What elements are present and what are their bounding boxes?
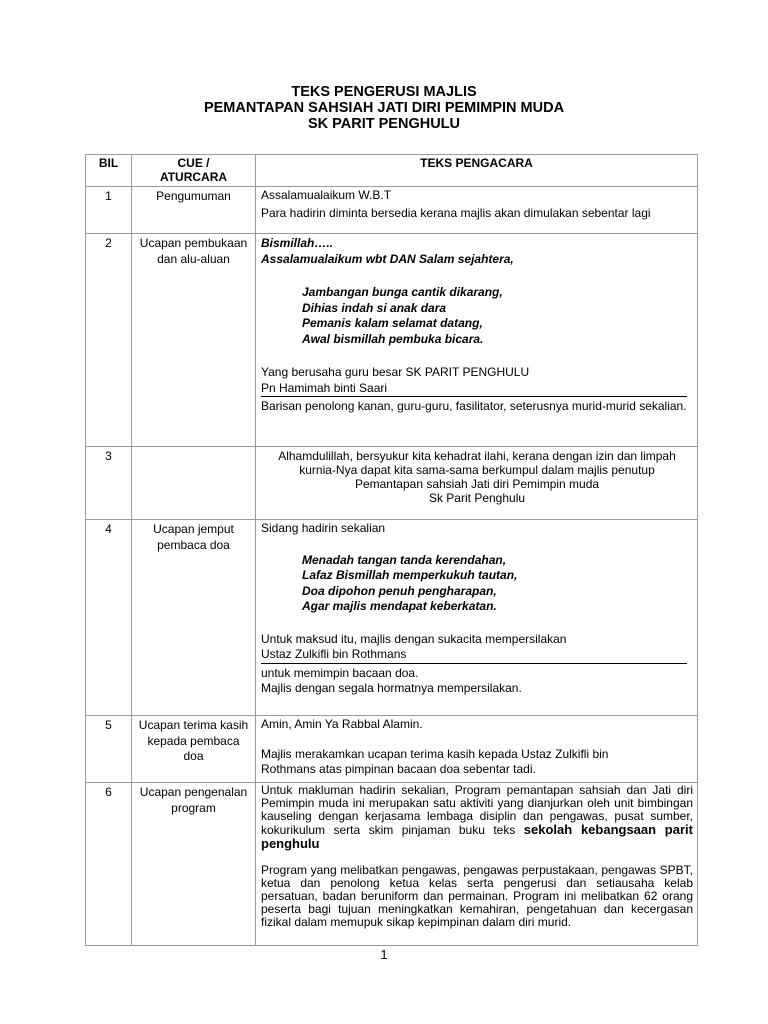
greeting-line: Assalamualaikum wbt DAN Salam sejahtera, [261, 251, 514, 266]
pantun-line: Menadah tangan tanda kerendahan, [302, 552, 507, 567]
program-participants-paragraph: Program yang melibatkan pengawas, pengawas perpustakaan, pengawas SPBT, ketua dan penolong ketua kelas serta pengerusi dan setiausaha kelab persatuan, badan beruniform dan permainan. Program ini melibatkan 62 orang peserta bagi tujuan meningkatkan kemahiran, pengetahuan dan kecergasan fizikal dalam memupuk sikap kepimpinan dalam diri murid. [261, 863, 693, 929]
school-name-bold: sekolah kebangsaan parit penghulu [261, 822, 693, 851]
pantun-line: Doa dipohon penuh pengharapan, [302, 583, 497, 598]
table-row [86, 234, 698, 447]
teks-line: Assalamualaikum W.B.T [261, 188, 392, 202]
teks-line: Untuk maksud itu, majlis dengan sukacita mempersilakan [261, 631, 567, 646]
pantun-line: Lafaz Bismillah memperkukuh tautan, [302, 568, 518, 582]
program-intro-paragraph [261, 784, 693, 851]
row-cue: Ucapan terima kasih kepada pembaca doa [132, 716, 256, 783]
row-bil: 4 [86, 520, 132, 716]
row-bil: 3 [86, 447, 132, 520]
teks-line: Yang berusaha guru besar SK PARIT PENGHULU [261, 365, 530, 379]
row-teks [256, 234, 698, 447]
table-row [86, 520, 698, 716]
header-cue [132, 155, 256, 187]
row-cue: Ucapan pembukaan dan alu-aluan [132, 234, 256, 447]
pantun-line: Awal bismillah pembuka bicara. [302, 331, 484, 346]
table-row [86, 447, 698, 520]
header-cue-line2: ATURCARA [159, 170, 228, 184]
guest-name-line: Pn Hamimah binti Saari [261, 381, 687, 398]
teks-line: Sk Parit Penghulu [428, 491, 526, 505]
table-row [86, 783, 698, 946]
row-bil: 6 [86, 783, 132, 946]
teks-line: Rothmans atas pimpinan bacaan doa sebentar tadi. [261, 762, 536, 776]
teks-line: Sidang hadirin sekalian [261, 521, 386, 535]
program-script-table [85, 154, 698, 946]
title-line-2: PEMANTAPAN SAHSIAH JATI DIRI PEMIMPIN MUDA [203, 100, 565, 116]
document-title-block [0, 84, 768, 132]
row-teks [256, 783, 698, 946]
table-header-row [86, 155, 698, 187]
table-row [86, 187, 698, 234]
program-intro-text: Untuk makluman hadirin sekalian, Program pemantapan sahsiah dan Jati diri Pemimpin muda ini merupakan satu aktiviti yang dianjurkan oleh unit bimbingan kauseling dengan kerjasama lembaga disiplin dan pengawas, pusat sumber, kokurikulum serta skim pinjaman buku teks [261, 783, 693, 837]
row-cue: Pengumuman [132, 187, 256, 234]
row-bil: 1 [86, 187, 132, 234]
row-teks [256, 447, 698, 520]
row-cue: Ucapan jemput pembaca doa [132, 520, 256, 716]
row-cue [132, 447, 256, 520]
greeting-line: Bismillah….. [261, 236, 334, 250]
page-number: 1 [380, 947, 388, 962]
header-teks: TEKS PENGACARA [256, 155, 698, 187]
teks-line: Majlis merakamkan ucapan terima kasih kepada Ustaz Zulkifli bin [261, 746, 609, 761]
title-line-1: TEKS PENGERUSI MAJLIS [291, 84, 477, 100]
header-cue-line1: CUE / [177, 156, 210, 170]
teks-line: Pemantapan sahsiah Jati diri Pemimpin muda [354, 477, 600, 491]
teks-line: Alhamdulillah, bersyukur kita kehadrat ilahi, kerana dengan izin dan limpah [278, 449, 676, 463]
row-bil: 5 [86, 716, 132, 783]
row-teks [256, 716, 698, 783]
pantun-line: Dihias indah si anak dara [302, 300, 447, 315]
title-line-3: SK PARIT PENGHULU [308, 116, 460, 132]
row-cue: Ucapan pengenalan program [132, 783, 256, 946]
guest-name-line: Ustaz Zulkifli bin Rothmans [261, 647, 687, 664]
row-teks [256, 187, 698, 234]
teks-line: Para hadirin diminta bersedia kerana majlis akan dimulakan sebentar lagi [261, 205, 651, 220]
teks-line: Barisan penolong kanan, guru-guru, fasilitator, seterusnya murid-murid sekalian. [261, 399, 687, 413]
teks-line: Amin, Amin Ya Rabbal Alamin. [261, 717, 423, 731]
pantun-line: Pemanis kalam selamat datang, [302, 316, 483, 330]
teks-line: untuk memimpin bacaan doa. [261, 665, 419, 680]
row-teks [256, 520, 698, 716]
teks-line: Majlis dengan segala hormatnya mempersilakan. [261, 681, 522, 695]
header-bil: BIL [86, 155, 132, 187]
table-row [86, 716, 698, 783]
pantun-line: Agar majlis mendapat keberkatan. [302, 599, 497, 613]
pantun-line: Jambangan bunga cantik dikarang, [302, 285, 503, 299]
row-bil: 2 [86, 234, 132, 447]
teks-line: kurnia-Nya dapat kita sama-sama berkumpul dalam majlis penutup [299, 463, 655, 477]
